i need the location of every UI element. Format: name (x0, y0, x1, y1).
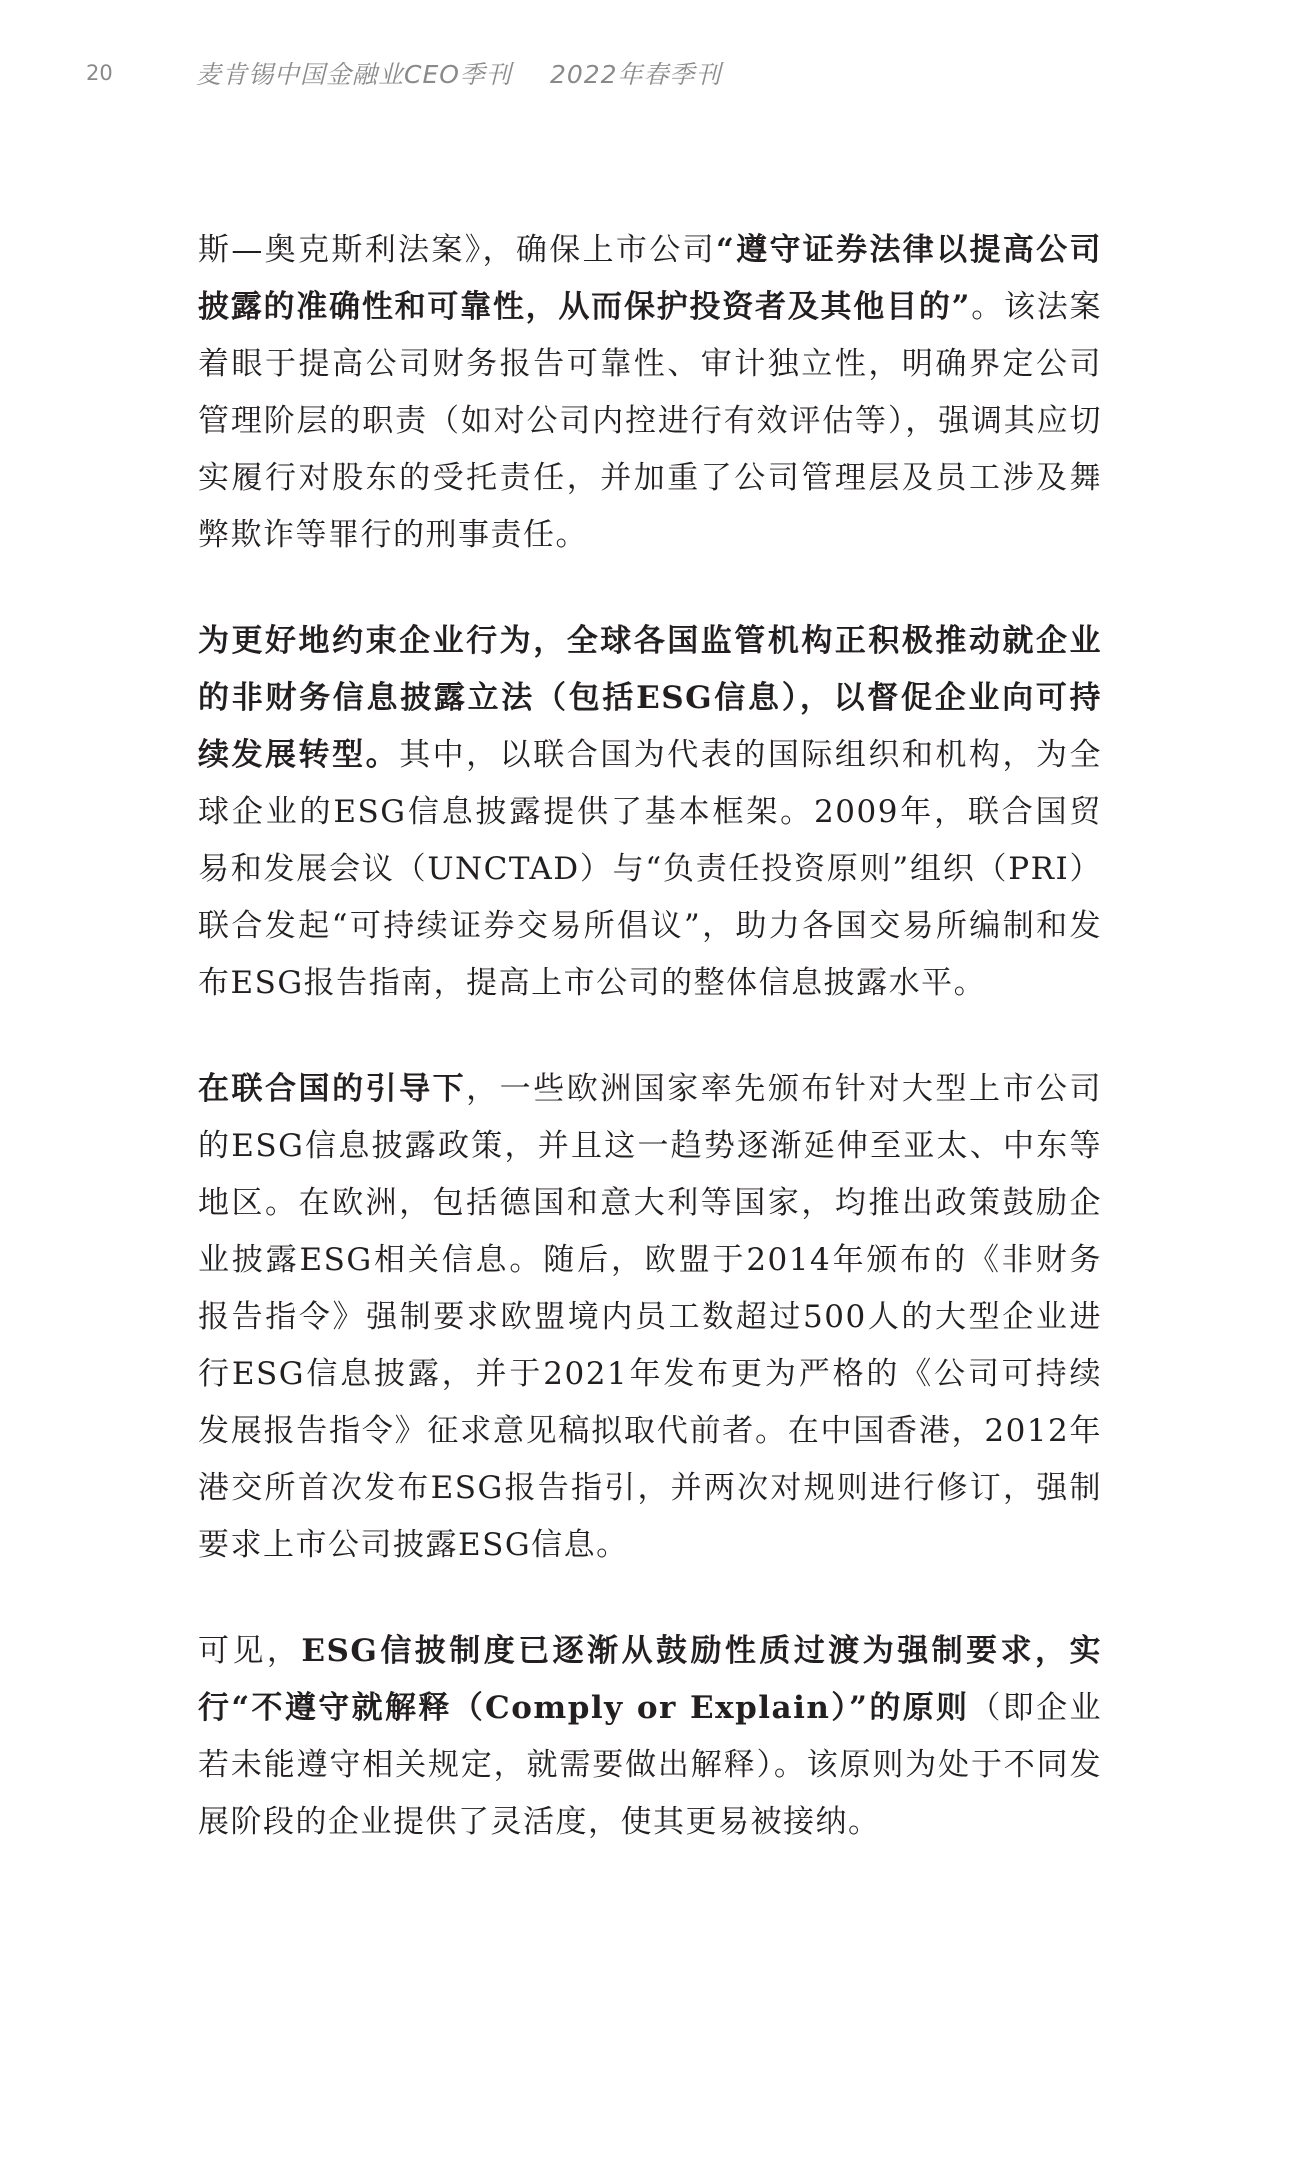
paragraph-1 (198, 222, 1102, 564)
paragraph-4-segment-1: 可见， (198, 1633, 302, 1669)
paragraph-1-segment-1: 斯—奥克斯利法案》，确保上市公司 (198, 232, 716, 268)
paragraph-2 (198, 613, 1102, 1012)
running-header (86, 58, 722, 88)
paragraph-3-segment-2: ，一些欧洲国家率先颁布针对大型上市公司的ESG信息披露政策，并且这一趋势逐渐延伸至亚太、中东等地区。在欧洲，包括德国和意大利等国家，均推出政策鼓励企业披露ESG相关信息。随后，欧盟于2014年颁布的《非财务报告指令》强制要求欧盟境内员工数超过500人的大型企业进行ESG信息披露，并于2021年发布更为严格的《公司可持续发展报告指令》征求意见稿拟取代前者。在中国香港，2012年港交所首次发布ESG报告指引，并两次对规则进行修订，强制要求上市公司披露ESG信息。 (198, 1071, 1103, 1563)
paragraph-3-bold-lead: 在联合国的引导下 (198, 1071, 467, 1107)
article-body (198, 222, 1102, 1900)
paragraph-2-segment-2: 其中，以联合国为代表的国际组织和机构，为全球企业的ESG信息披露提供了基本框架。2009年，联合国贸易和发展会议（UNCTAD）与“负责任投资原则”组织（PRI）联合发起“可持续证券交易所倡议”，助力各国交易所编制和发布ESG报告指南，提高上市公司的整体信息披露水平。 (198, 737, 1103, 1001)
paragraph-2-bold-lead: 为更好地约束企业行为，全球各国监管机构正积极推动就企业的非财务信息披露立法（包括ESG信息），以督促企业向可持续发展转型。 (198, 623, 1102, 773)
issue-label: 2022年春季刊 (549, 60, 722, 89)
paragraph-3 (198, 1061, 1102, 1574)
publication-title: 麦肯锡中国金融业CEO季刊 (196, 60, 512, 89)
page-number: 20 (86, 61, 113, 85)
paragraph-1-segment-3: 。该法案着眼于提高公司财务报告可靠性、审计独立性，明确界定公司管理阶层的职责（如对公司内控进行有效评估等），强调其应切实履行对股东的受托责任，并加重了公司管理层及员工涉及舞弊欺诈等罪行的刑事责任。 (198, 289, 1102, 553)
paragraph-4 (198, 1623, 1102, 1851)
paragraph-4-bold-principle: ESG信披制度已逐渐从鼓励性质过渡为强制要求，实行“不遵守就解释（Comply or Explain）”的原则 (198, 1633, 1102, 1726)
paragraph-1-bold-quote: “遵守证券法律以提高公司披露的准确性和可靠性，从而保护投资者及其他目的” (198, 232, 1102, 325)
paragraph-4-segment-3: （即企业若未能遵守相关规定，就需要做出解释）。该原则为处于不同发展阶段的企业提供了灵活度，使其更易被接纳。 (198, 1690, 1102, 1840)
